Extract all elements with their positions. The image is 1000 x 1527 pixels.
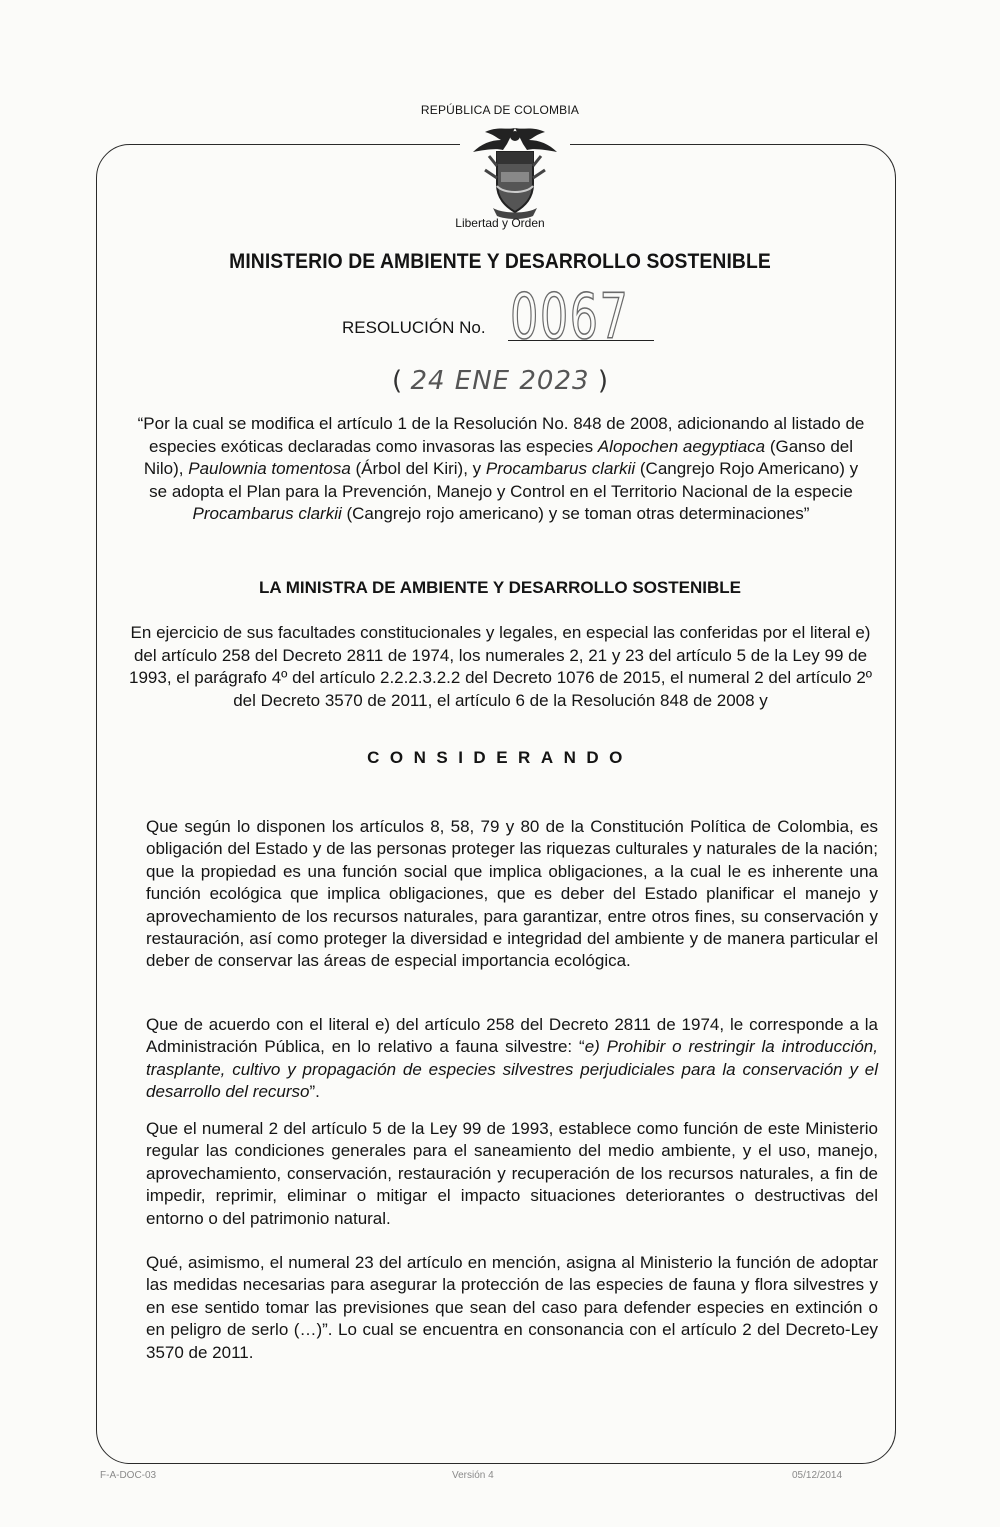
title-species-1: Alopochen aegyptiaca — [597, 436, 766, 456]
footer-date: 05/12/2014 — [792, 1470, 843, 1481]
considerando-paragraph-3: Que el numeral 2 del artículo 5 de la Ley 99 de 1993, establece como función de este Ministerio regular las condiciones generales para el saneamiento del medio ambiente, y el uso, manejo, aprovechamiento, conservación, restauración y recuperación de los recursos naturales, a fin de impedir, reprimir, eliminar o mitigar el impacto situaciones deteriorantes o destructivas del entorno o del patrimonio natural. — [146, 1119, 878, 1228]
paragraph-2-quote: e) Prohibir o restringir la introducción, trasplante, cultivo y propagación de especies silvestres perjudiciales para la conservación y el desarrollo del recurso — [146, 1037, 878, 1102]
paragraph-2-text-b: ”. — [309, 1082, 320, 1102]
title-species-3: Procambarus clarkii — [485, 459, 636, 478]
title-text-1: “Por la cual se modifica el artículo 1 de la Resolución No. 848 de 2008, adicionando al listado de especies exóticas declaradas como invasoras las especies — [137, 414, 865, 456]
footer-form-code: F-A-DOC-03 — [100, 1470, 157, 1481]
resolution-title — [136, 413, 866, 526]
preamble-paragraph: En ejercicio de sus facultades constitucionales y legales, en especial las conferidas por el literal e) del artículo 258 del Decreto 2811 de 1974, los numerales 2, 21 y 23 del artículo 5 de la Ley 99 de 1993, el parágrafo 4º del artículo 2.2.2.3.2.2 del Decreto 1076 de 2015, el numeral 2 del artículo 2º del Decreto 3570 de 2011, el artículo 6 de la Resolución 848 de 2008 y — [129, 623, 872, 710]
date-close-paren: ) — [597, 366, 608, 396]
title-species-2: Paulownia tomentosa — [188, 459, 351, 478]
title-species-4: Procambarus clarkii — [192, 504, 342, 523]
considerando-heading: CONSIDERANDO — [367, 748, 633, 767]
resolution-underline — [508, 340, 654, 341]
date-stamp: 24 ENE 2023 — [410, 366, 590, 396]
title-text-2: (Ganso del Nilo), — [143, 436, 854, 478]
considerando-paragraph-4: Qué, asimismo, el numeral 23 del artículo en mención, asigna al Ministerio la función de adoptar las medidas necesarias para asegurar la protección de las especies de fauna y flora silvestres y en ese sentido tomar las previsiones que sean del caso para defender especies en extinción o en peligro de serlo (…)”. Lo cual se encuentra en consonancia con el artículo 2 del Decreto-Ley 3570 de 2011. — [146, 1253, 878, 1362]
title-text-3: (Árbol del Kiri), y — [350, 459, 486, 478]
paragraph-2-text-a: Que de acuerdo con el literal e) del artículo 258 del Decreto 2811 de 1974, le corresponde a la Administración Pública, en lo relativo a fauna silvestre: “ — [146, 1015, 878, 1057]
title-text-5: (Cangrejo rojo americano) y se toman otras determinaciones” — [341, 504, 810, 523]
considerando-paragraph-2 — [146, 1014, 878, 1104]
date-open-paren: ( — [392, 366, 403, 396]
resolution-number: 0067 — [510, 280, 630, 353]
ministry-title: MINISTERIO DE AMBIENTE Y DESARROLLO SOSTENIBLE — [229, 250, 771, 273]
resolution-label: RESOLUCIÓN No. — [342, 318, 486, 337]
considerando-paragraph-1: Que según lo disponen los artículos 8, 58, 79 y 80 de la Constitución Política de Colombia, es obligación del Estado y de las personas proteger las riquezas culturales y naturales de la nación; que la propiedad es una función social que implica obligaciones, a la cual le es inherente una función ecológica que implica obligaciones, que es deber del Estado planificar el manejo y aprovechamiento de los recursos naturales, para garantizar, entre otros fines, su conservación y restauración, así como proteger la diversidad e integridad del ambiente y de manera particular el deber de conservar las áreas de especial importancia ecológica. — [146, 817, 878, 971]
republic-label: REPÚBLICA DE COLOMBIA — [420, 103, 580, 117]
resolution-date — [0, 366, 1000, 396]
authority-heading: LA MINISTRA DE AMBIENTE Y DESARROLLO SOSTENIBLE — [258, 578, 741, 597]
footer-version: Versión 4 — [452, 1470, 494, 1481]
title-text-4: (Cangrejo Rojo Americano) y se adopta el Plan para la Prevención, Manejo y Control en el Territorio Nacional de la especie — [149, 459, 859, 501]
motto-label: Libertad y Orden — [455, 216, 545, 230]
